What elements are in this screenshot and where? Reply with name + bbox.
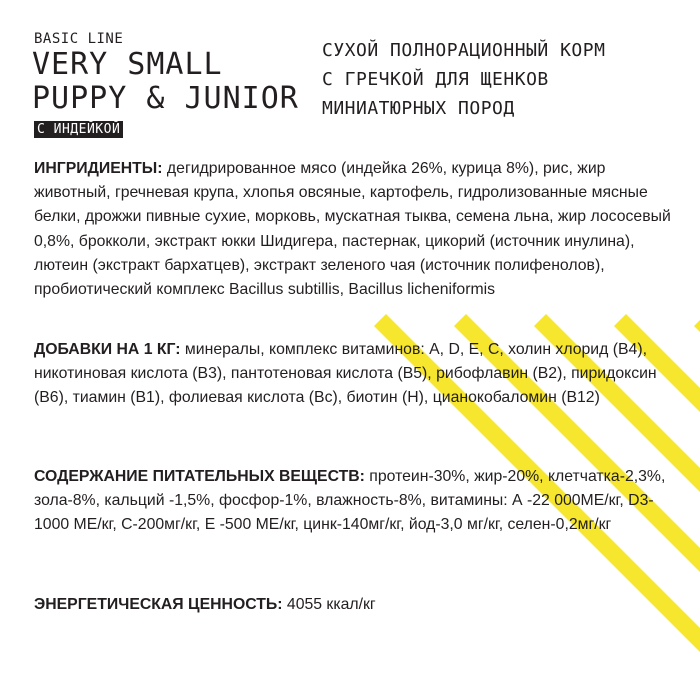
- ingredients-text: дегидрированное мясо (индейка 26%, курица 8%), рис, жир животный, гречневая крупа, хлопья овсяные, картофель, гидролизованные мясные белки, дрожжи пивные сухие, морковь, мускатная тыква, семена льна, жир лососевый 0,8%, брокколи, экстракт юкки Шидигера, пастернак, цикорий (источник инулина), лютеин (экстракт бархатцев), экстракт зеленого чая (источник полифенолов), пробиотический комплекс Bacillus subtillis, Bacillus licheniformis: [34, 160, 671, 299]
- ingredients-label: ИНГРИДИЕНТЫ:: [34, 160, 163, 177]
- nutrients-text: протеин-30%, жир-20%, клетчатка-2,3%, зола-8%, кальций -1,5%, фосфор-1%, влажность-8%, витамины: А -22 000МЕ/кг, D3-1000 МЕ/кг, С-200мг/кг, Е -500 МЕ/кг, цинк-140мг/кг, йод-3,0 мг/кг, селен-0,2мг/кг: [34, 468, 666, 534]
- additives-label: ДОБАВКИ НА 1 КГ:: [34, 341, 181, 358]
- product-name-line-2: PUPPY & JUNIOR: [32, 81, 299, 116]
- energy-text: 4055 ккал/кг: [282, 596, 376, 613]
- description-line-2: С ГРЕЧКОЙ ДЛЯ ЩЕНКОВ: [322, 69, 549, 90]
- product-name: [32, 48, 299, 116]
- nutrients-label: СОДЕРЖАНИЕ ПИТАТЕЛЬНЫХ ВЕЩЕСТВ:: [34, 468, 365, 485]
- description-line-3: МИНИАТЮРНЫХ ПОРОД: [322, 98, 515, 119]
- product-series: BASIC LINE: [34, 31, 124, 47]
- energy-section: [34, 593, 674, 617]
- product-description: [322, 36, 682, 123]
- product-name-line-1: VERY SMALL: [32, 47, 223, 82]
- description-line-1: СУХОЙ ПОЛНОРАЦИОННЫЙ КОРМ: [322, 40, 606, 61]
- flavor-badge: С ИНДЕЙКОЙ: [34, 121, 123, 138]
- energy-label: ЭНЕРГЕТИЧЕСКАЯ ЦЕННОСТЬ:: [34, 596, 283, 613]
- additives-text: минералы, комплекс витаминов: A, D, E, C, холин хлорид (В4), никотиновая кислота (В3), пантотеновая кислота (В5), рибофлавин (В2), пиридоксин (В6), тиамин (В1), фолиевая кислота (Вс), биотин (Н), цианокобаломин (В12): [34, 341, 657, 407]
- nutrients-section: [34, 465, 674, 538]
- ingredients-section: [34, 157, 674, 302]
- additives-section: [34, 338, 674, 411]
